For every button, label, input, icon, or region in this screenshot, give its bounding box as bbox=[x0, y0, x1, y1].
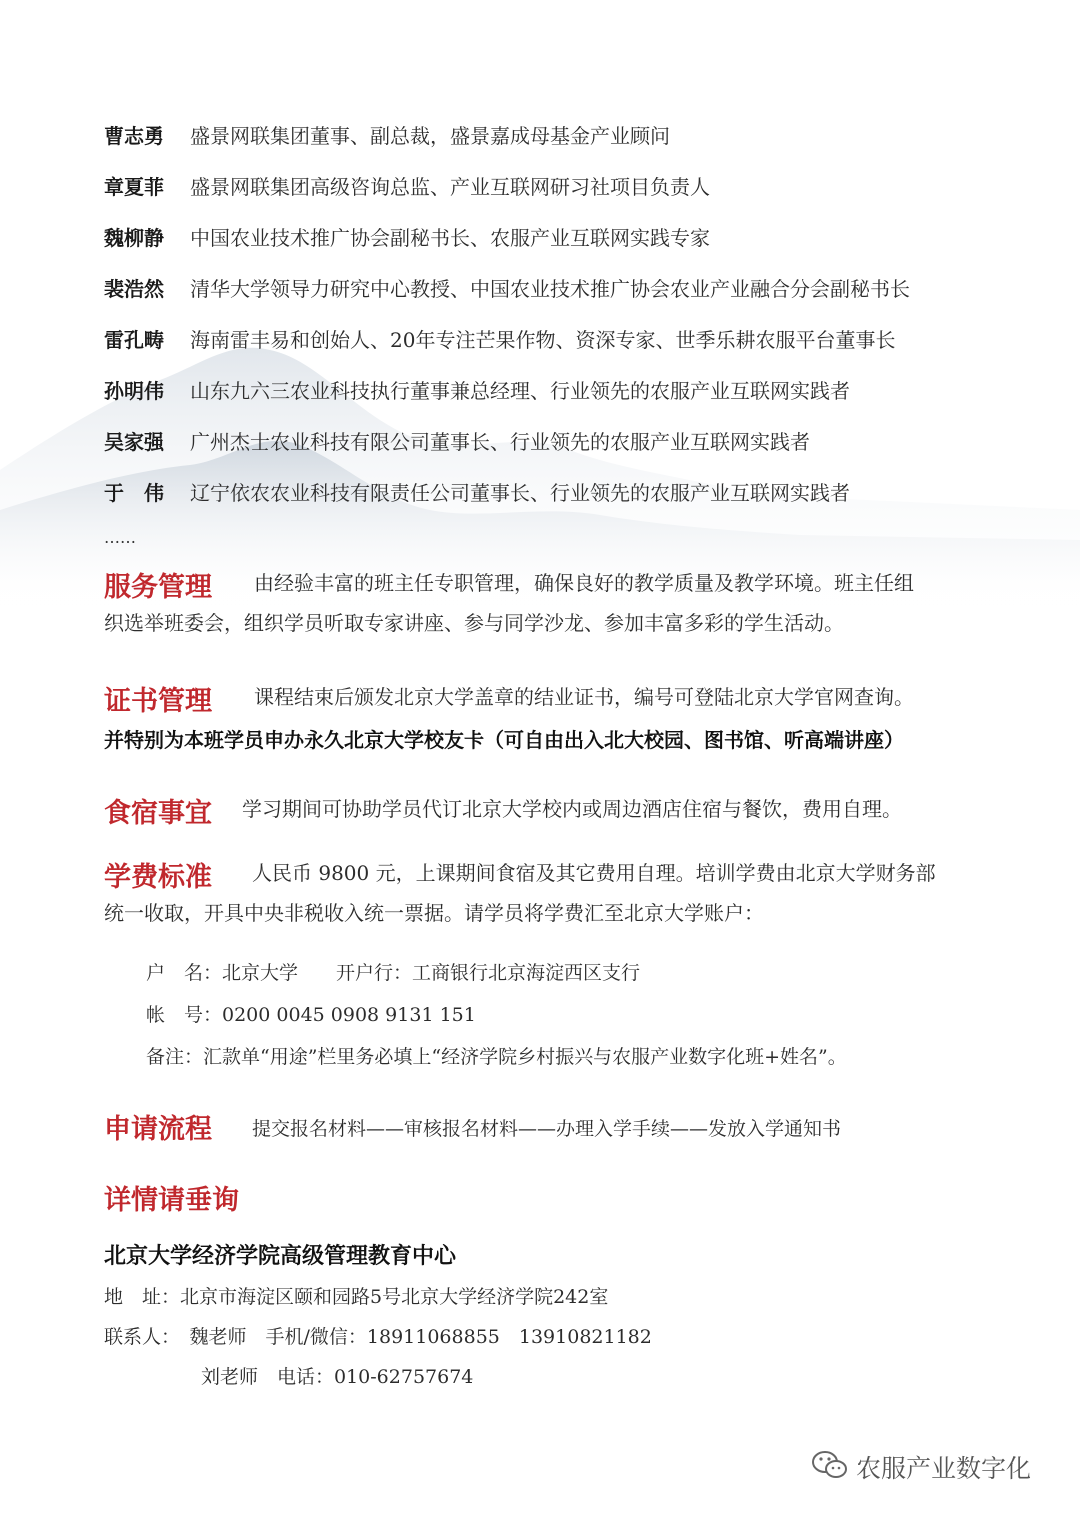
tuition-text-line2: 统一收取，开具中央非税收入统一票据。请学员将学费汇至北京大学账户： bbox=[104, 901, 764, 925]
advisor-name: 孙明伟 bbox=[104, 379, 164, 403]
process-heading: 申请流程 bbox=[104, 1114, 212, 1145]
advisor-name: 吴家强 bbox=[104, 430, 164, 454]
certificate-text-line1: 课程结束后颁发北京大学盖章的结业证书，编号可登陆北京大学官网查询。 bbox=[254, 685, 914, 709]
contact-secondary: 刘老师 电话：010-62757674 bbox=[201, 1366, 474, 1388]
wechat-icon bbox=[810, 1448, 850, 1482]
alumni-card-note: 并特别为本班学员申办永久北京大学校友卡（可自由出入北大校园、图书馆、听高端讲座） bbox=[104, 728, 904, 752]
advisor-role: 海南雷丰易和创始人、20年专注芒果作物、资深专家、世季乐耕农服平台董事长 bbox=[190, 328, 896, 352]
lodging-heading: 食宿事宜 bbox=[104, 798, 212, 829]
service-heading: 服务管理 bbox=[104, 572, 212, 603]
advisor-name: 于 伟 bbox=[104, 481, 164, 505]
list-ellipsis: …… bbox=[104, 528, 136, 547]
watermark-text: 农服产业数字化 bbox=[856, 1454, 1032, 1483]
advisor-role: 盛景网联集团高级咨询总监、产业互联网研习社项目负责人 bbox=[190, 175, 710, 199]
account-number: 帐 号：0200 0045 0908 9131 151 bbox=[146, 1004, 476, 1026]
process-steps: 提交报名材料——审核报名材料——办理入学手续——发放入学通知书 bbox=[252, 1118, 842, 1140]
contact-primary: 联系人： 魏老师 手机/微信：18911068855 13910821182 bbox=[104, 1326, 652, 1348]
service-text-line1: 由经验丰富的班主任专职管理，确保良好的教学质量及教学环境。班主任组 bbox=[254, 571, 914, 595]
advisor-role: 盛景网联集团董事、副总裁，盛景嘉成母基金产业顾问 bbox=[190, 124, 670, 148]
advisor-name: 曹志勇 bbox=[104, 124, 164, 148]
lodging-text: 学习期间可协助学员代订北京大学校内或周边酒店住宿与餐饮，费用自理。 bbox=[242, 797, 902, 821]
remittance-note: 备注：汇款单“用途”栏里务必填上“经济学院乡村振兴与农服产业数字化班+姓名”。 bbox=[146, 1046, 847, 1068]
contact-heading: 详情请垂询 bbox=[104, 1185, 239, 1216]
address: 地 址：北京市海淀区颐和园路5号北京大学经济学院242室 bbox=[104, 1286, 609, 1308]
advisor-role: 广州杰士农业科技有限公司董事长、行业领先的农服产业互联网实践者 bbox=[190, 430, 810, 454]
account-name: 户 名：北京大学 开户行：工商银行北京海淀西区支行 bbox=[146, 962, 641, 984]
tuition-heading: 学费标准 bbox=[104, 862, 212, 893]
organization-name: 北京大学经济学院高级管理教育中心 bbox=[104, 1244, 457, 1269]
advisor-role: 山东九六三农业科技执行董事兼总经理、行业领先的农服产业互联网实践者 bbox=[190, 379, 850, 403]
advisor-name: 章夏菲 bbox=[104, 175, 164, 199]
service-text-line2: 织选举班委会，组织学员听取专家讲座、参与同学沙龙、参加丰富多彩的学生活动。 bbox=[104, 611, 844, 635]
advisor-name: 魏柳静 bbox=[104, 226, 164, 250]
advisor-role: 辽宁依农农业科技有限责任公司董事长、行业领先的农服产业互联网实践者 bbox=[190, 481, 850, 505]
advisor-role: 清华大学领导力研究中心教授、中国农业技术推广协会农业产业融合分会副秘书长 bbox=[190, 277, 910, 301]
advisor-name: 雷孔畴 bbox=[104, 328, 164, 352]
advisor-role: 中国农业技术推广协会副秘书长、农服产业互联网实践专家 bbox=[190, 226, 710, 250]
advisor-name: 裴浩然 bbox=[104, 277, 164, 301]
certificate-heading: 证书管理 bbox=[104, 686, 212, 717]
tuition-text-line1: 人民币 9800 元，上课期间食宿及其它费用自理。培训学费由北京大学财务部 bbox=[252, 861, 936, 885]
